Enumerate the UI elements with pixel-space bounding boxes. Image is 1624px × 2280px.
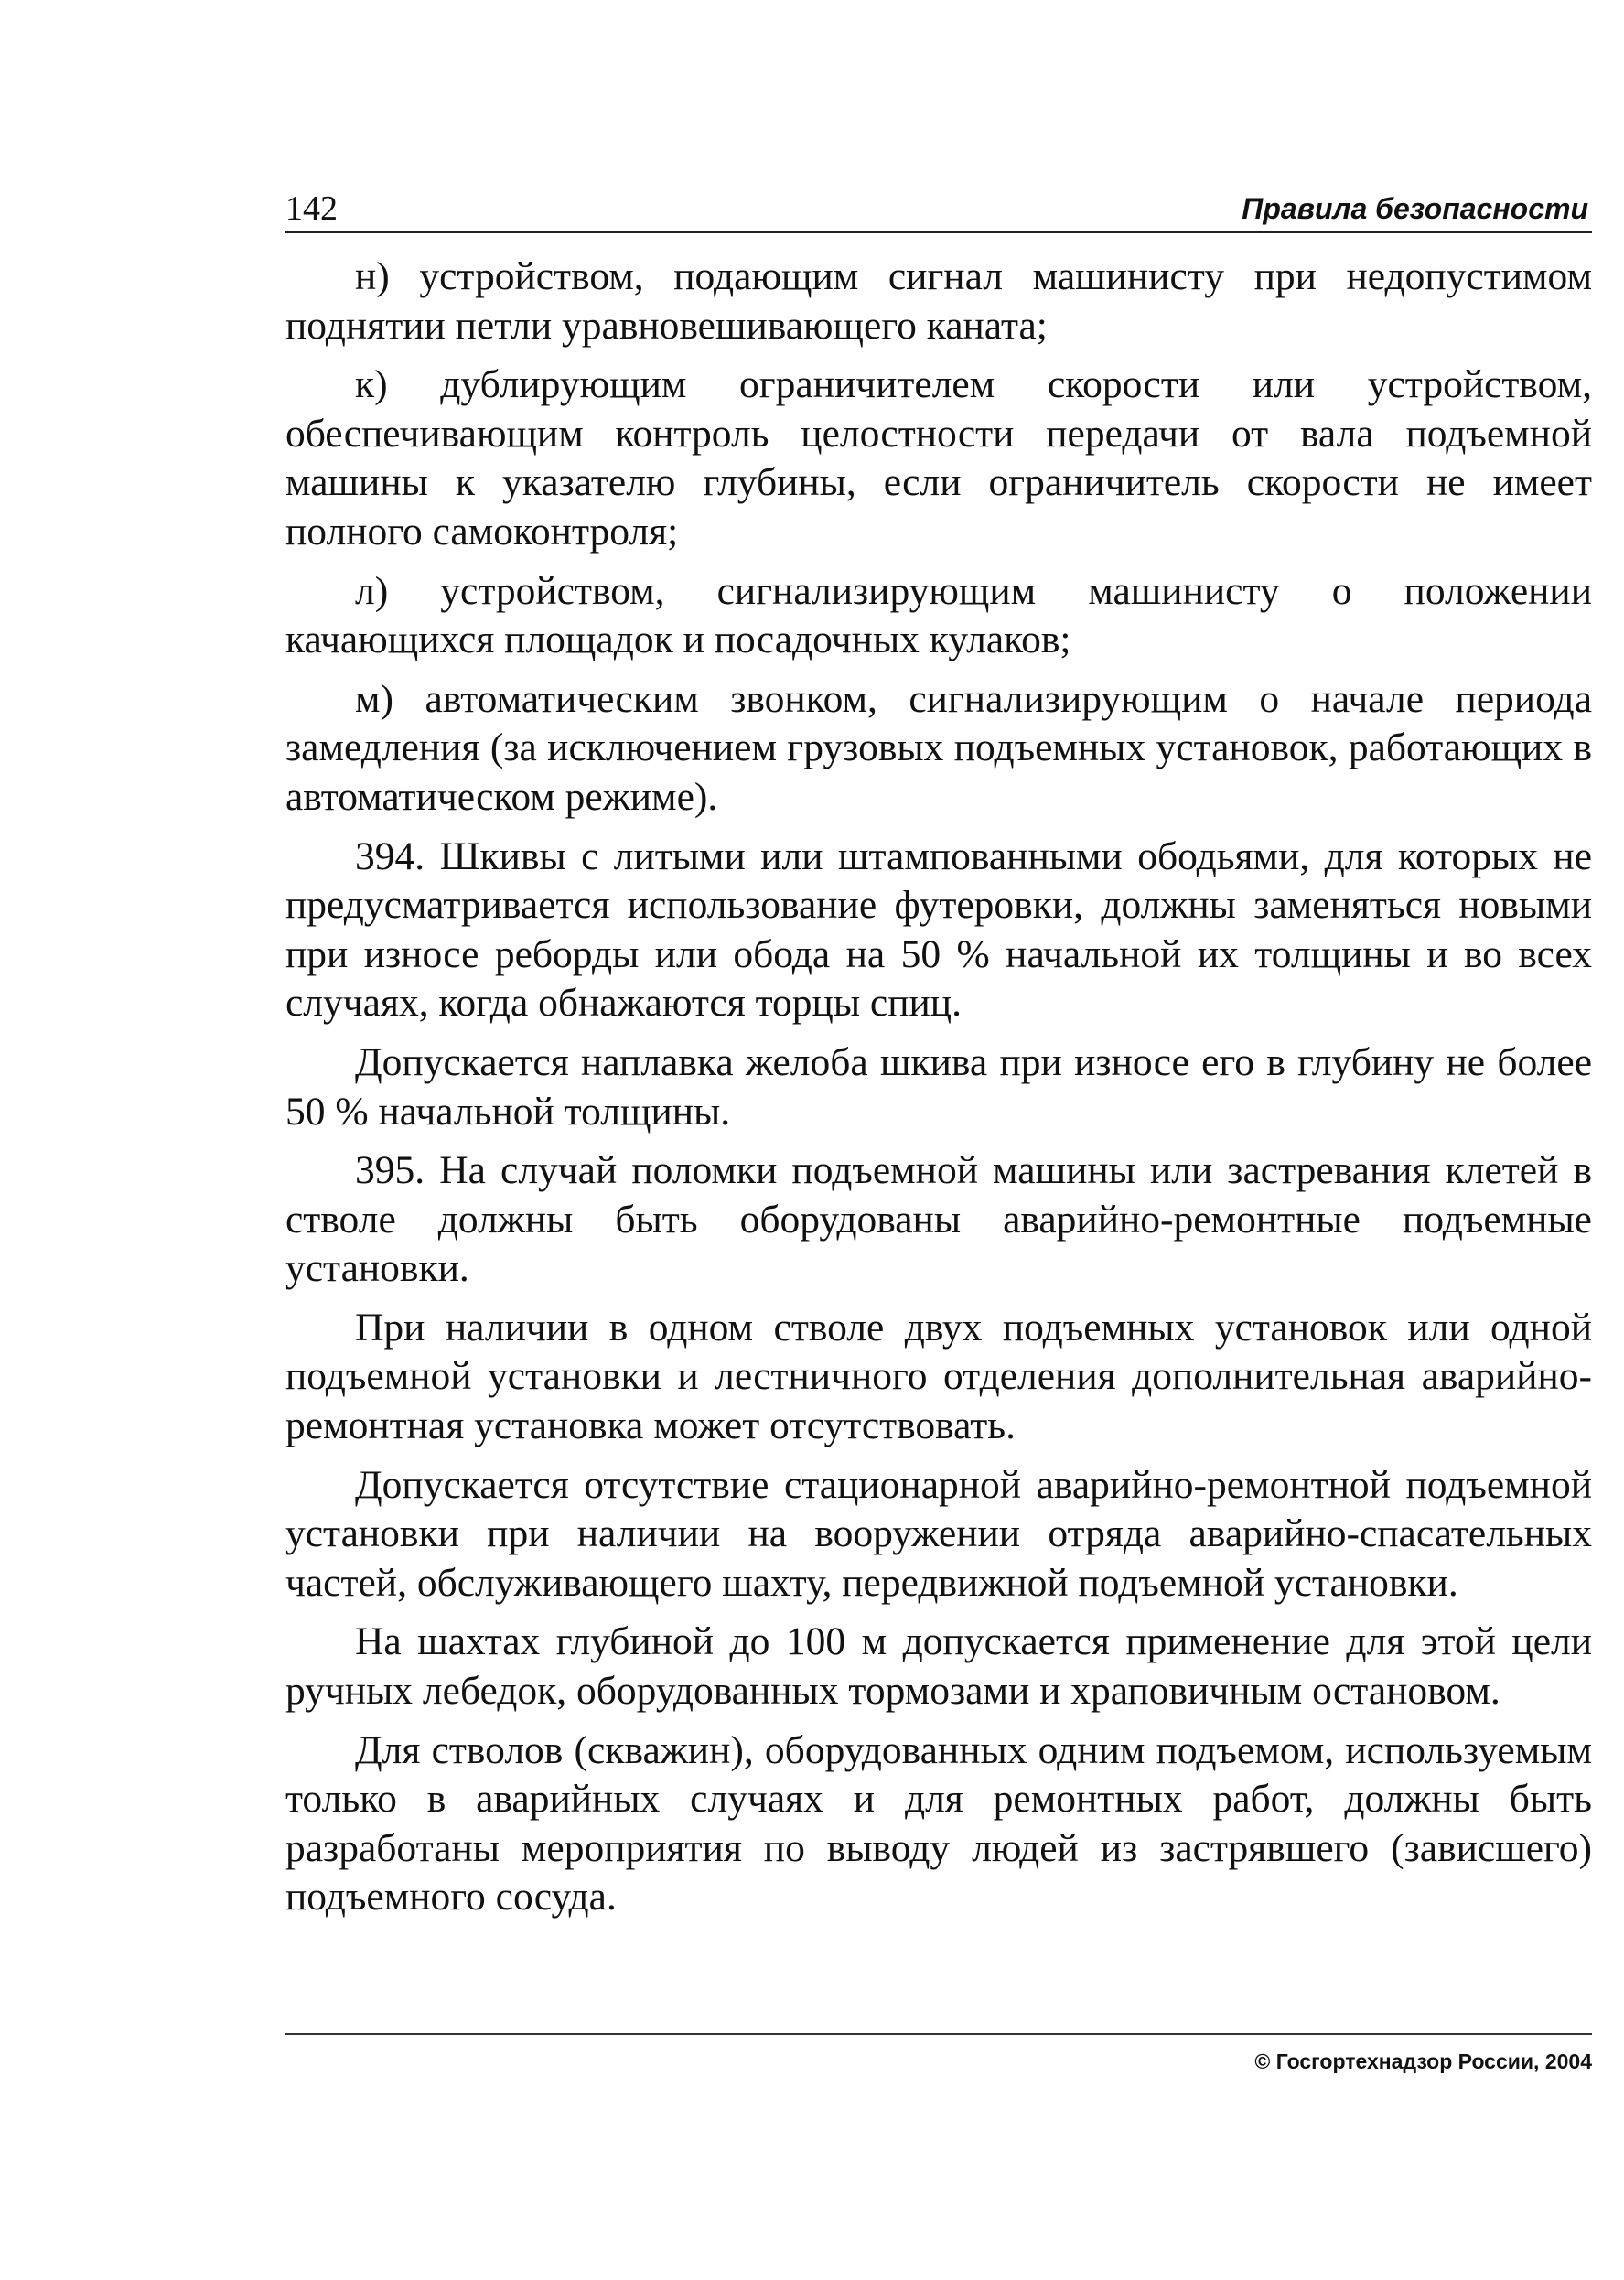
running-title: Правила безопасности xyxy=(1242,192,1588,225)
paragraph-pulley-welding: Допускается наплавка желоба шкива при износе его в глубину не более 50 % начальной толщины. xyxy=(285,1039,1592,1134)
copyright-notice: © Госгортехнадзор России, 2004 xyxy=(1254,2049,1592,2073)
running-header xyxy=(285,183,1592,233)
paragraph-manual-winches: На шахтах глубиной до 100 м допускается применение для этой цели ручных лебедок, оборудованных тормозами и храповичным остановом. xyxy=(285,1619,1592,1714)
footer-divider xyxy=(285,2033,1592,2035)
paragraph-item-n: н) устройством, подающим сигнал машинисту при недопустимом поднятии петли уравновешивающего каната; xyxy=(285,254,1592,348)
page-number: 142 xyxy=(285,189,338,228)
paragraph-item-l: л) устройством, сигнализирующим машинисту о положении качающихся площадок и посадочных кулаков; xyxy=(285,568,1592,662)
paragraph-item-k: к) дублирующим ограничителем скорости или устройством, обеспечивающим контроль целостности передачи от вала подъемной машины к указателю глубины, если ограничитель скорости не имеет полного самоконтроля; xyxy=(285,362,1592,554)
paragraph-evacuation-measures: Для стволов (скважин), оборудованных одним подъемом, используемым только в аварийных случаях и для ремонтных работ, должны быть разработаны мероприятия по выводу людей из застрявшего (зависшего) подъемного сосуда. xyxy=(285,1727,1592,1920)
paragraph-clause-395: 395. На случай поломки подъемной машины или застревания клетей в стволе должны быть оборудованы аварийно-ремонтные подъемные установки. xyxy=(285,1148,1592,1291)
paragraph-clause-394: 394. Шкивы с литыми или штампованными ободьями, для которых не предусматривается использование футеровки, должны заменяться новыми при износе реборды или обода на 50 % начальной их толщины и во всех случаях, когда обнажаются торцы спиц. xyxy=(285,833,1592,1026)
main-text xyxy=(285,253,1592,1932)
paragraph-two-hoists: При наличии в одном стволе двух подъемных установок или одной подъемной установки и лестничного отделения дополнительная аварийно-ремонтная установка может отсутствовать. xyxy=(285,1305,1592,1448)
paragraph-mobile-hoist: Допускается отсутствие стационарной аварийно-ремонтной подъемной установки при наличии на вооружении отряда аварийно-спасательных частей, обслуживающего шахту, передвижной подъемной установки. xyxy=(285,1462,1592,1605)
paragraph-item-m: м) автоматическим звонком, сигнализирующим о начале периода замедления (за исключением грузовых подъемных установок, работающих в автоматическом режиме). xyxy=(285,676,1592,819)
